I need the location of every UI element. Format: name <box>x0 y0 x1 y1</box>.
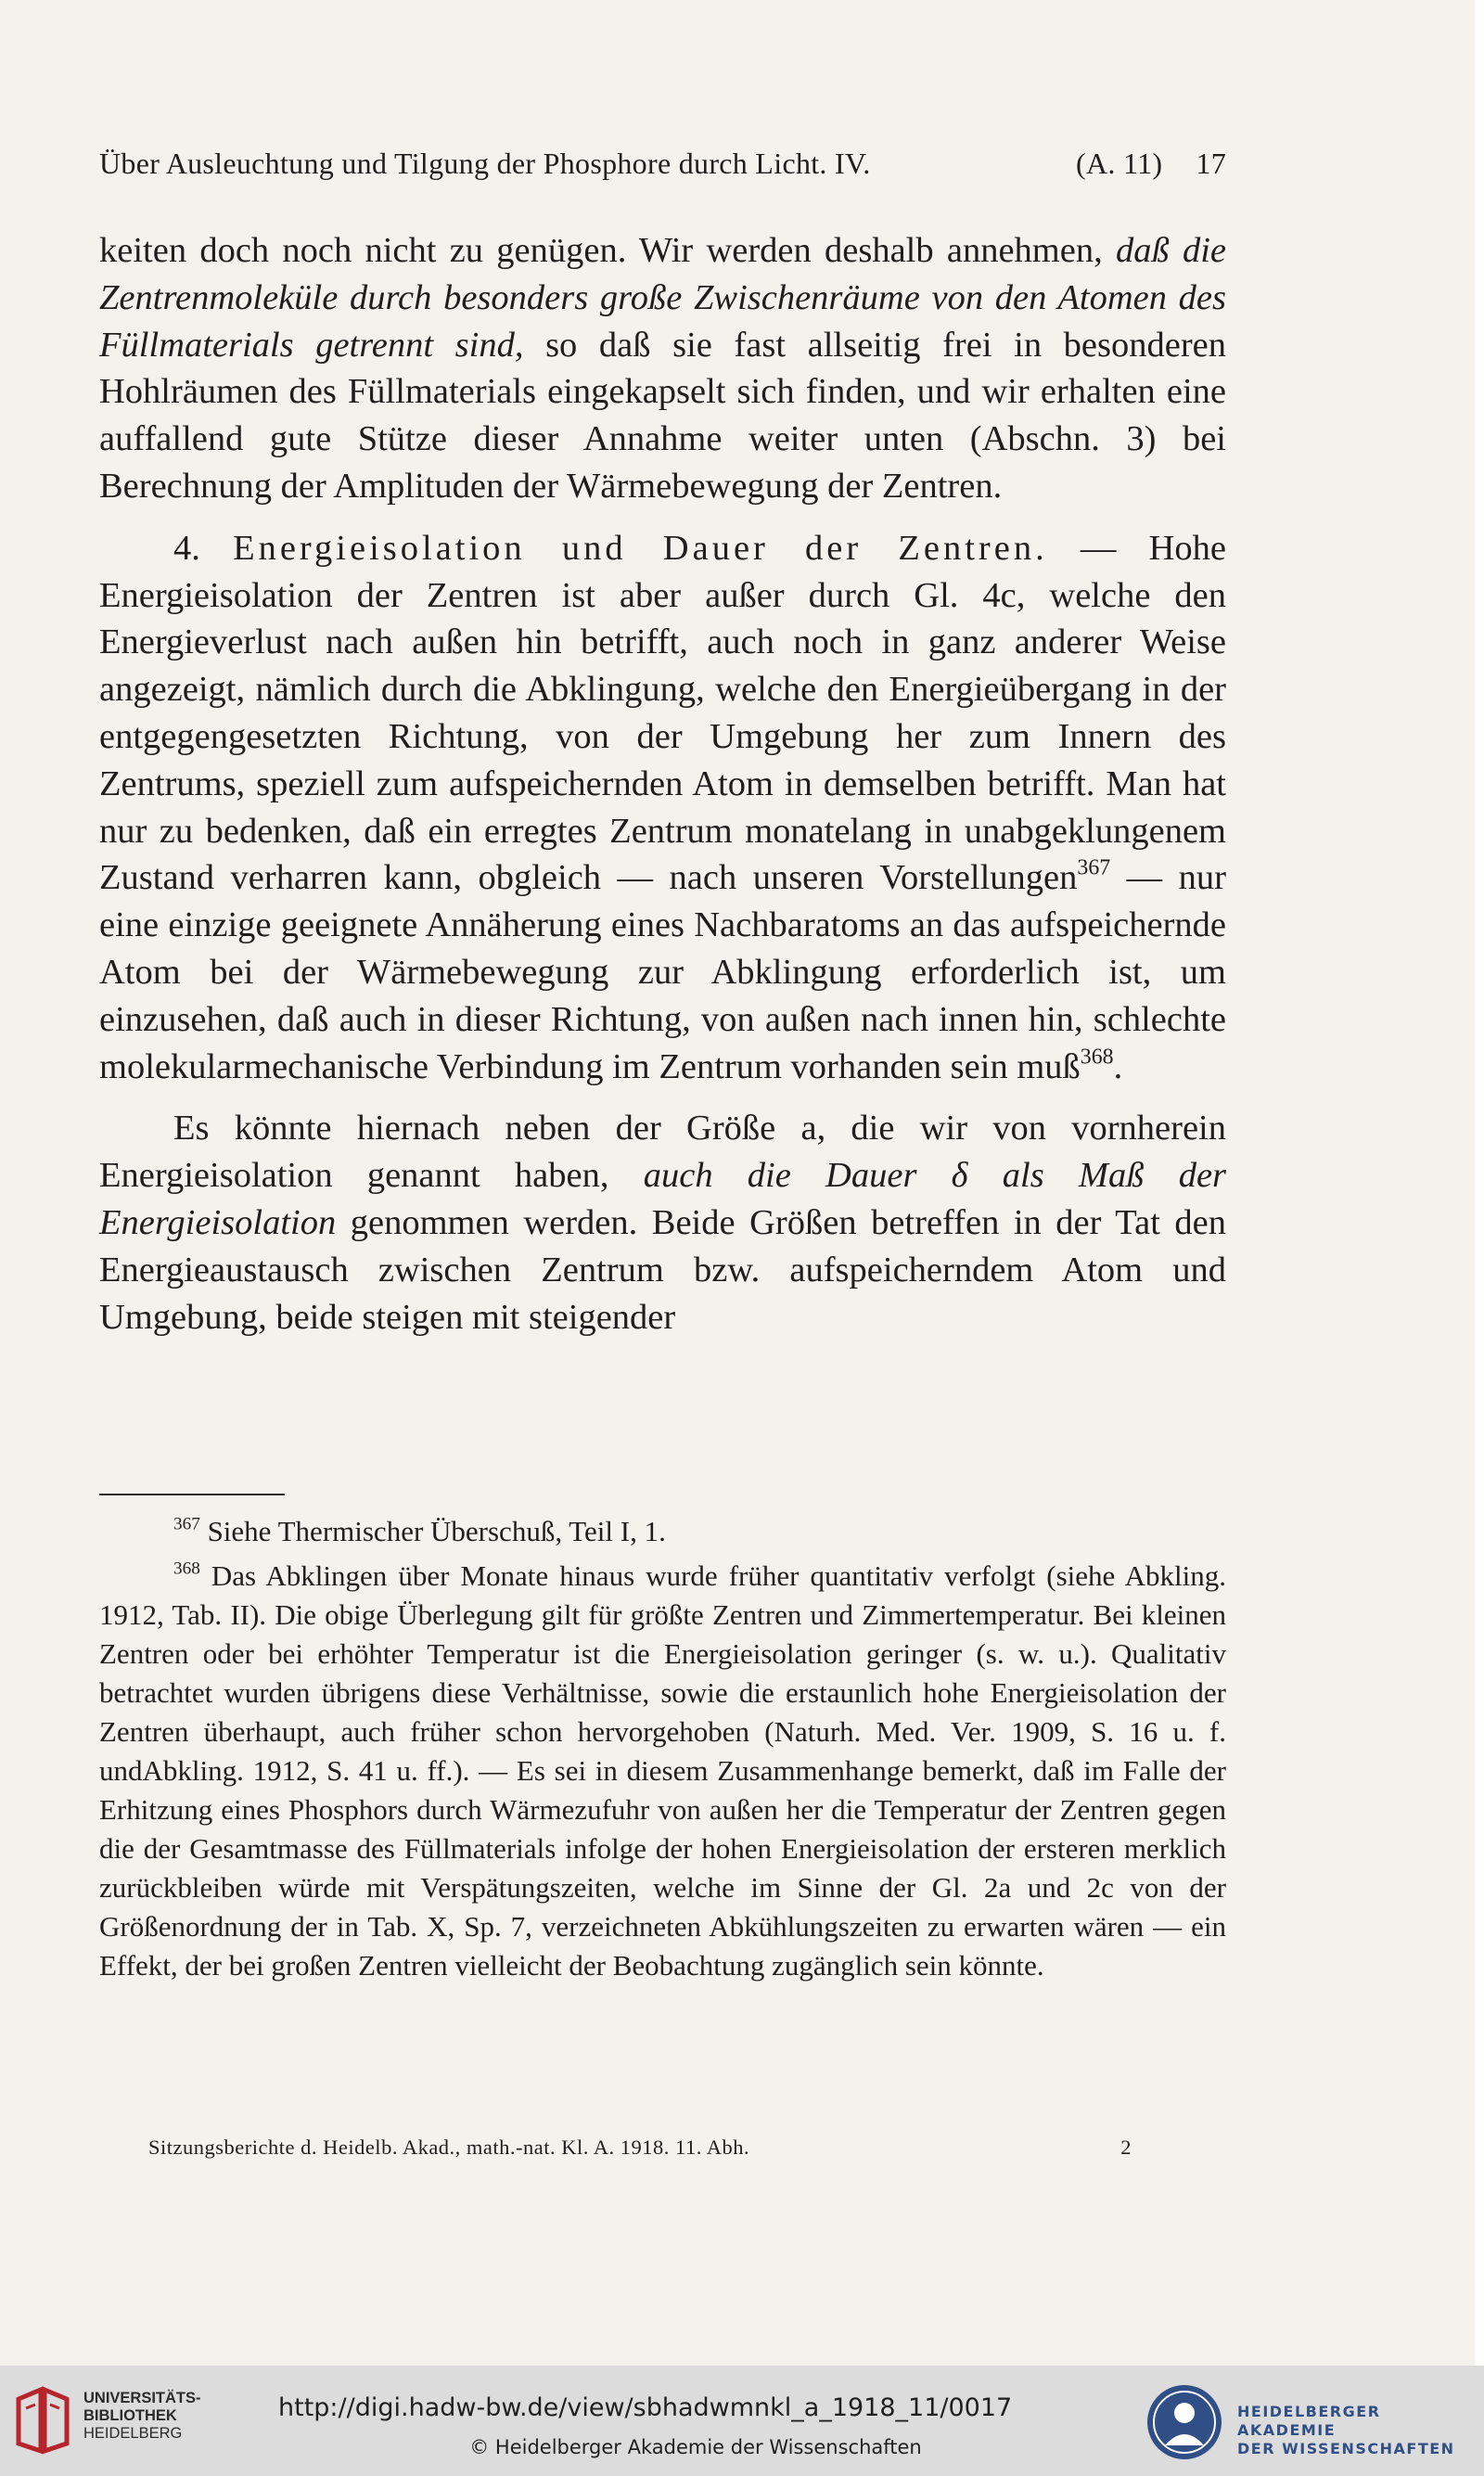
p2-text-b: — nur eine einzige geeignete Annäherung eines Nachbaratoms an das aufspeichernde Atom bei der Wärmebewegung zur Abklingung erforderlich ist, um einzusehen, daß auch in dieser Richtung, von außen nach innen hin, schlechte molekularmechanische Verbindung im Zentrum vorhanden sein muß <box>99 858 1226 1086</box>
page-edge <box>1475 0 1484 2366</box>
library-line-3: HEIDELBERG <box>83 2425 183 2442</box>
p1-text-c: so daß sie fast allseitig frei in besonderen Hohlräumen des Füllmaterials eingekapselt sich finden, und wir erhalten eine auffallend gute Stütze dieser Annahme weiter unten (Abschn. 3) bei Berechnung der Amplituden der Wärmebewegung der Zentren. <box>99 325 1226 506</box>
footnotes <box>99 1512 1226 1985</box>
p1-italic: daß die Zentrenmoleküle durch besonders große Zwischenräume von den Atomen des Füllmaterials getrennt sind, <box>99 231 1226 365</box>
footnote-368 <box>99 1557 1226 1985</box>
footnote-ref-367[interactable]: 367 <box>1077 855 1111 880</box>
academy-line-1: HEIDELBERGER AKADEMIE <box>1237 2403 1381 2439</box>
footnote-number: 368 <box>173 1559 200 1579</box>
footnote-ref-368[interactable]: 368 <box>1080 1045 1114 1070</box>
paragraph-2 <box>99 525 1226 1091</box>
footnote-number: 367 <box>173 1514 200 1534</box>
section-ref: (A. 11) <box>1076 147 1163 180</box>
signature-text: Sitzungsberichte d. Heidelb. Akad., math.-nat. Kl. A. 1918. 11. Abh. <box>148 2136 750 2159</box>
library-logo-icon[interactable] <box>13 2386 72 2458</box>
section-number: 4. <box>173 528 200 568</box>
footnote-text: Das Abklingen über Monate hinaus wurde früher quantitativ verfolgt (siehe Abkling. 1912, Tab. II). Die obige Überlegung gilt für größte Zentren und Zimmertemperatur. Bei kleinen Zentren oder bei erhöhter Temperatur ist die Energieisolation geringer (s. w. u.). Qualitativ betrachtet wurden übrigens diese Verhältnisse, sowie die erstaunlich hohe Energieisolation der Zentren überhaupt, auch früher schon hervorgehoben (Naturh. Med. Ver. 1909, S. 16 u. f. undAbkling. 1912, S. 41 u. ff.). — Es sei in diesem Zusammenhange bemerkt, daß im Falle der Erhitzung eines Phosphors durch Wärmezufuhr von außen her die Temperatur der Zentren gegen die der Gesamtmasse des Füllmaterials infolge der hohen Energieisolation der ersteren merklich zurückbleiben würde mit Verspätungszeiten, welche im Sinne der Gl. 2a und 2c von der Größenordnung der in Tab. X, Sp. 7, verzeichneten Abkühlungszeiten zu erwarten wären — ein Effekt, der bei großen Zentren vielleicht der Beobachtung zugänglich sein könnte. <box>99 1559 1226 1982</box>
section-heading: Energieisolation und Dauer der Zentren. <box>233 528 1048 568</box>
running-title: Über Ausleuchtung und Tilgung der Phosphore durch Licht. IV. <box>99 147 871 180</box>
academy-seal-icon[interactable] <box>1145 2382 1224 2462</box>
library-name[interactable] <box>83 2390 201 2443</box>
p3-text-a: Es könnte hiernach neben der Größe a, die wir von vornherein Energieisolation genannt haben, <box>99 1109 1226 1196</box>
p2-text-a: — Hohe Energieisolation der Zentren ist aber außer durch Gl. 4c, welche den Energieverlust nach außen hin betrifft, auch noch in ganz anderer Weise angezeigt, nämlich durch die Abklingung, welche den Energieübergang in der entgegengesetzten Richtung, von der Umgebung her zum Innern des Zentrums, speziell zum aufspeichernden Atom in demselben betrifft. Man hat nur zu bedenken, daß ein erregtes Zentrum monatelang in unabgeklungenem Zustand verharren kann, obgleich — nach unseren Vorstellungen <box>99 528 1226 898</box>
library-line-1: UNIVERSITÄTS- <box>83 2390 201 2406</box>
running-head-right <box>1076 147 1226 181</box>
copyright-notice: © Heidelberger Akademie der Wissenschaften <box>469 2436 922 2458</box>
academy-name[interactable] <box>1237 2403 1484 2458</box>
permalink-url[interactable]: http://digi.hadw-bw.de/view/sbhadwmnkl_a_1918_11/0017 <box>278 2393 1013 2422</box>
academy-line-2: DER WISSENSCHAFTEN <box>1237 2440 1455 2457</box>
paragraph-3 <box>99 1105 1226 1341</box>
body-text <box>99 227 1226 1341</box>
footnote-rule <box>99 1494 285 1495</box>
p2-text-c: . <box>1113 1046 1123 1086</box>
footnote-text: Siehe Thermischer Überschuß, Teil I, 1. <box>207 1515 666 1547</box>
library-line-2: BIBLIOTHEK <box>83 2407 177 2424</box>
paragraph-1 <box>99 227 1226 510</box>
footer-bar <box>0 2366 1484 2476</box>
p1-text-a: keiten doch noch nicht zu genügen. Wir werden deshalb annehmen, <box>99 231 1103 270</box>
p3-italic: auch die Dauer δ als Maß der Energieisolation <box>99 1156 1227 1242</box>
sheet-number: 2 <box>1120 2136 1132 2159</box>
signature-line <box>148 2136 1132 2160</box>
p3-text-c: genommen werden. Beide Größen betreffen in der Tat den Energieaustausch zwischen Zentrum bzw. aufspeicherndem Atom und Umgebung, beide steigen mit steigender <box>99 1202 1227 1337</box>
page-number: 17 <box>1196 147 1226 180</box>
footnote-367 <box>99 1512 1226 1551</box>
running-head <box>99 147 1226 189</box>
